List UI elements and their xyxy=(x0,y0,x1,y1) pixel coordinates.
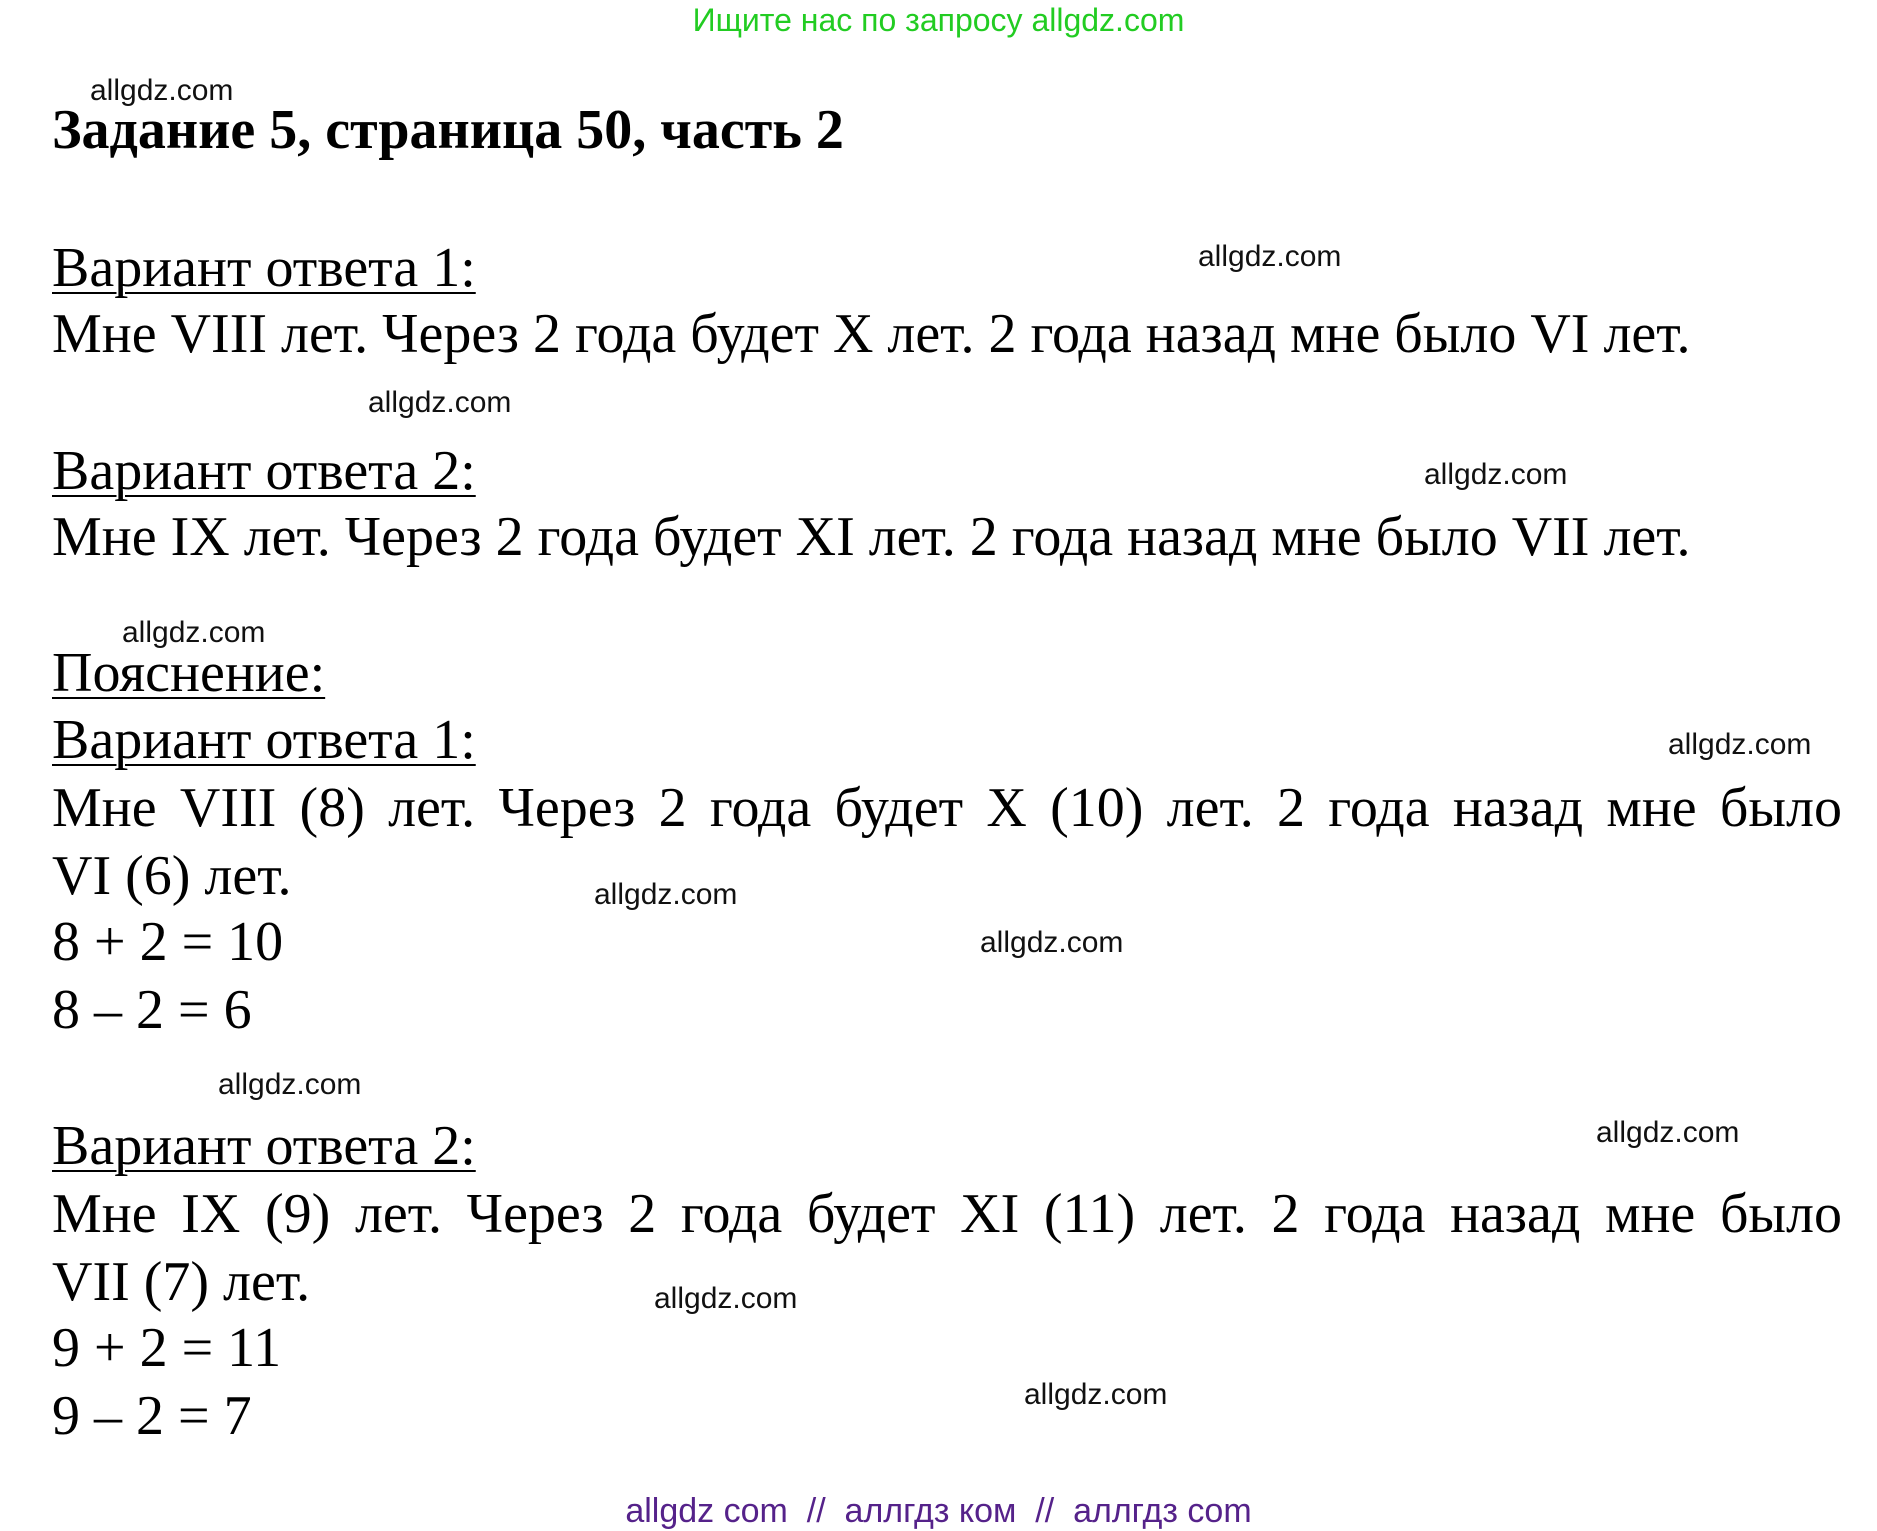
footer-links: allgdz com // аллгдз ком // аллгдз com xyxy=(625,1492,1252,1530)
explanation-variant-1-equation-2: 8 – 2 = 6 xyxy=(52,979,252,1041)
watermark: allgdz.com xyxy=(218,1068,362,1101)
explanation-variant-2-heading: Вариант ответа 2: xyxy=(52,1115,476,1177)
explanation-variant-2-line-2: VII (7) лет. xyxy=(52,1251,311,1313)
explanation-variant-1-line-1: Мне VIII (8) лет. Через 2 года будет X (10) лет. 2 года назад мне было xyxy=(52,777,1842,839)
watermark: allgdz.com xyxy=(90,74,234,107)
watermark: allgdz.com xyxy=(980,926,1124,959)
answer-variant-2-text: Мне IX лет. Через 2 года будет XI лет. 2 года назад мне было VII лет. xyxy=(52,506,1691,568)
explanation-variant-1-equation-1: 8 + 2 = 10 xyxy=(52,911,284,973)
watermark: allgdz.com xyxy=(654,1282,798,1315)
explanation-variant-2-equation-1: 9 + 2 = 11 xyxy=(52,1317,282,1379)
answer-variant-1-heading: Вариант ответа 1: xyxy=(52,237,476,299)
explanation-variant-1-line-2: VI (6) лет. xyxy=(52,845,292,907)
watermark: allgdz.com xyxy=(594,878,738,911)
explanation-variant-2-line-1: Мне IX (9) лет. Через 2 года будет XI (11) лет. 2 года назад мне было xyxy=(52,1183,1842,1245)
watermark: allgdz.com xyxy=(1198,240,1342,273)
explanation-variant-2-equation-2: 9 – 2 = 7 xyxy=(52,1385,252,1447)
watermark: allgdz.com xyxy=(1424,458,1568,491)
explanation-heading: Пояснение: xyxy=(52,642,326,704)
watermark: allgdz.com xyxy=(122,616,266,649)
page-title: Задание 5, страница 50, часть 2 xyxy=(52,99,844,161)
watermark: allgdz.com xyxy=(1596,1116,1740,1149)
answer-variant-2-heading: Вариант ответа 2: xyxy=(52,440,476,502)
watermark: allgdz.com xyxy=(1668,728,1812,761)
search-banner: Ищите нас по запросу allgdz.com xyxy=(692,2,1185,38)
watermark: allgdz.com xyxy=(1024,1378,1168,1411)
watermark: allgdz.com xyxy=(368,386,512,419)
answer-variant-1-text: Мне VIII лет. Через 2 года будет X лет. 2 года назад мне было VI лет. xyxy=(52,303,1691,365)
explanation-variant-1-heading: Вариант ответа 1: xyxy=(52,709,476,771)
